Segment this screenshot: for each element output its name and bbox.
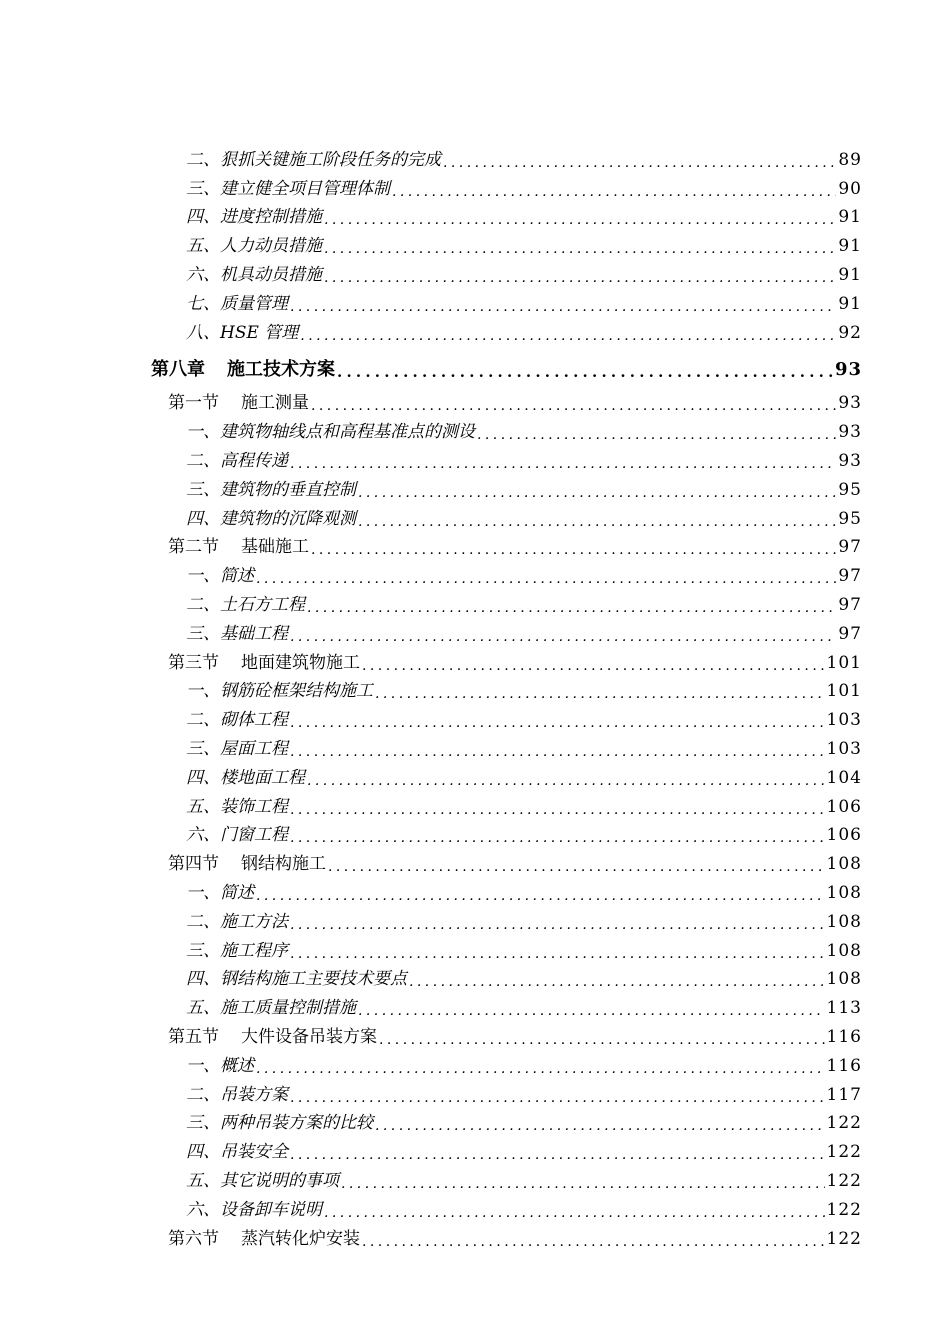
toc-dot-leader: [358, 484, 836, 501]
toc-entry-number: 七、: [186, 293, 220, 314]
toc-entry-title: 进度控制措施: [220, 207, 322, 228]
toc-page-number: 122: [826, 1142, 862, 1163]
toc-entry-number: 三、: [186, 178, 220, 199]
toc-item-entry[interactable]: [0, 966, 950, 995]
toc-item-entry[interactable]: [0, 908, 950, 937]
toc-entry-number: 五、: [186, 796, 220, 817]
toc-item-entry[interactable]: [0, 261, 950, 290]
toc-page-number: 91: [838, 293, 862, 314]
toc-entry-title: 屋面工程: [220, 739, 288, 760]
toc-item-entry[interactable]: [0, 1110, 950, 1139]
toc-entry-label: [168, 395, 309, 412]
toc-entry-title: 简述: [220, 883, 254, 904]
toc-entry-title: 钢筋砼框架结构施工: [220, 681, 373, 702]
toc-page-number: 108: [826, 883, 862, 904]
toc-item-entry[interactable]: [0, 319, 950, 348]
toc-entry-number: 六、: [186, 265, 220, 286]
toc-entry-label: [186, 1055, 254, 1076]
toc-item-entry[interactable]: [0, 476, 950, 505]
toc-section-entry[interactable]: [0, 850, 950, 879]
toc-entry-label: [186, 568, 254, 585]
toc-page-number: 93: [838, 422, 862, 443]
toc-dot-leader: [290, 714, 825, 731]
toc-entry-number: 三、: [186, 940, 220, 961]
toc-page-number: 122: [826, 1170, 862, 1191]
toc-item-entry[interactable]: [0, 706, 950, 735]
toc-page-number: 97: [838, 623, 862, 644]
toc-entry-number: 四、: [186, 767, 220, 788]
toc-entry-label: [186, 453, 288, 470]
toc-entry-number: 一、: [186, 883, 220, 904]
toc-entry-title: 大件设备吊装方案: [241, 1027, 377, 1047]
toc-entry-number: 五、: [186, 998, 220, 1019]
toc-dot-leader: [290, 628, 836, 645]
toc-chapter-entry[interactable]: [0, 352, 950, 388]
toc-entry-label: [186, 827, 288, 844]
toc-dot-leader: [311, 397, 836, 414]
toc-section-entry[interactable]: [0, 649, 950, 678]
toc-item-entry[interactable]: [0, 735, 950, 764]
toc-entry-number: 第一节: [168, 393, 219, 414]
toc-page-number: 101: [826, 681, 862, 702]
toc-entry-title: 钢结构施工主要技术要点: [220, 969, 407, 990]
toc-dot-leader: [443, 154, 836, 171]
toc-entry-number: 第四节: [168, 854, 219, 875]
toc-page-number: 95: [838, 508, 862, 529]
toc-entry-title: 吊装方案: [220, 1084, 288, 1105]
toc-entry-number: 二、: [186, 149, 220, 170]
toc-entry-number: 四、: [186, 1142, 220, 1163]
toc-page-number: 91: [838, 236, 862, 257]
toc-dot-leader: [324, 269, 836, 286]
toc-entry-title: 地面建筑物施工: [241, 652, 360, 673]
toc-item-entry[interactable]: [0, 204, 950, 233]
toc-entry-title: 狠抓关键施工阶段任务的完成: [220, 149, 441, 170]
toc-entry-title: 两种吊装方案的比较: [220, 1113, 373, 1134]
toc-page-number: 97: [838, 566, 862, 587]
toc-entry-number: 四、: [186, 508, 220, 529]
toc-entry-title: 建筑物轴线点和高程基准点的测设: [220, 422, 475, 443]
toc-entry-label: [186, 238, 322, 255]
toc-entry-title: 施工程序: [220, 940, 288, 961]
toc-page-number: 103: [826, 739, 862, 760]
toc-item-entry[interactable]: [0, 764, 950, 793]
toc-entry-label: [186, 1115, 373, 1132]
toc-page-number: 108: [826, 940, 862, 961]
toc-page-number: 91: [838, 207, 862, 228]
toc-entry-title: 吊装安全: [220, 1142, 288, 1163]
toc-item-entry[interactable]: [0, 678, 950, 707]
toc-page-number: 108: [826, 911, 862, 932]
toc-item-entry[interactable]: [0, 937, 950, 966]
toc-entry-number: 三、: [186, 623, 220, 644]
toc-entry-title: 钢结构施工: [241, 854, 326, 875]
toc-entry-label: [186, 623, 288, 644]
toc-dot-leader: [375, 685, 825, 702]
toc-entry-label: [186, 971, 407, 988]
toc-item-entry[interactable]: [0, 418, 950, 447]
toc-entry-title: 建立健全项目管理体制: [220, 178, 390, 199]
toc-page-number: 116: [826, 1055, 862, 1076]
toc-entry-number: 三、: [186, 739, 220, 760]
toc-entry-label: [186, 1199, 322, 1220]
toc-entry-number: 第六节: [168, 1228, 219, 1249]
toc-entry-label: [168, 652, 360, 673]
toc-entry-number: 第八章: [151, 358, 205, 380]
toc-entry-label: [186, 712, 288, 729]
toc-page-number: 104: [826, 767, 862, 788]
toc-entry-number: 二、: [186, 451, 220, 472]
toc-page-number: 97: [838, 595, 862, 616]
toc-entry-title: 蒸汽转化炉安装: [241, 1228, 360, 1249]
toc-entry-number: 一、: [186, 422, 220, 443]
toc-page-number: 103: [826, 710, 862, 731]
toc-entry-number: 三、: [186, 479, 220, 500]
toc-item-entry[interactable]: [0, 505, 950, 534]
toc-entry-title: 施工测量: [241, 393, 309, 414]
toc-dot-leader: [375, 1117, 825, 1134]
toc-entry-label: [186, 293, 288, 314]
toc-entry-number: 二、: [186, 710, 220, 731]
toc-entry-title: 质量管理: [220, 293, 288, 314]
toc-entry-number: 六、: [186, 1199, 220, 1220]
toc-page-number: 97: [838, 537, 862, 558]
toc-dot-leader: [290, 298, 836, 315]
toc-entry-label: [186, 683, 373, 700]
toc-entry-title: 基础工程: [220, 623, 288, 644]
toc-entry-label: [186, 209, 322, 226]
toc-entry-number: 一、: [186, 1055, 220, 1076]
toc-page-number: 122: [826, 1113, 862, 1134]
toc-dot-leader: [392, 183, 836, 200]
toc-dot-leader: [324, 211, 836, 228]
toc-entry-number: 四、: [186, 969, 220, 990]
toc-dot-leader: [290, 916, 825, 933]
toc-entry-number: 第五节: [168, 1027, 219, 1047]
toc-page-number: 116: [826, 1027, 862, 1047]
toc-dot-leader: [290, 1089, 825, 1106]
toc-entry-label: [186, 796, 288, 817]
toc-entry-title: 概述: [220, 1055, 254, 1076]
toc-entry-label: [186, 267, 322, 284]
toc-entry-label: [151, 358, 335, 380]
toc-dot-leader: [358, 1002, 825, 1019]
toc-entry-label: [168, 539, 309, 556]
toc-item-entry[interactable]: [0, 994, 950, 1023]
toc-entry-title: 建筑物的沉降观测: [220, 508, 356, 529]
toc-entry-number: 四、: [186, 207, 220, 228]
toc-dot-leader: [328, 858, 825, 875]
toc-item-entry[interactable]: [0, 562, 950, 591]
toc-entry-number: 六、: [186, 825, 220, 846]
toc-entry-label: [186, 178, 390, 199]
toc-page-number: 101: [826, 652, 862, 673]
toc-entry-number: 五、: [186, 1170, 220, 1191]
toc-entry-title: 装饰工程: [220, 796, 288, 817]
toc-dot-leader: [290, 743, 825, 760]
toc-page-number: 92: [838, 322, 862, 343]
toc-item-entry[interactable]: [0, 1081, 950, 1110]
toc-entry-number: 二、: [186, 1084, 220, 1105]
toc-section-entry[interactable]: [0, 1023, 950, 1052]
toc-entry-label: [168, 1228, 360, 1249]
toc-dot-leader: [337, 363, 833, 381]
toc-page-number: 108: [826, 969, 862, 990]
toc-page-number: 93: [834, 358, 862, 380]
toc-entry-title: 施工方法: [220, 911, 288, 932]
toc-entry-number: 第二节: [168, 537, 219, 558]
toc-page-number: 113: [826, 998, 862, 1019]
toc-entry-title: 简述: [220, 566, 254, 587]
toc-item-entry[interactable]: [0, 146, 950, 175]
toc-dot-leader: [290, 945, 825, 962]
toc-item-entry[interactable]: [0, 232, 950, 261]
toc-dot-leader: [477, 426, 836, 443]
toc-dot-leader: [324, 240, 836, 257]
toc-item-entry[interactable]: [0, 793, 950, 822]
toc-entry-title: 施工质量控制措施: [220, 998, 356, 1019]
toc-dot-leader: [256, 887, 825, 904]
toc-section-entry[interactable]: [0, 1225, 950, 1254]
toc-entry-number: 一、: [186, 566, 220, 587]
toc-entry-title: 机具动员措施: [220, 265, 322, 286]
toc-entry-label: [186, 479, 356, 500]
toc-entry-label: [168, 856, 326, 873]
toc-dot-leader: [324, 1204, 825, 1221]
toc-dot-leader: [307, 599, 836, 616]
toc-item-entry[interactable]: [0, 1196, 950, 1225]
toc-entry-label: [186, 1084, 288, 1105]
toc-entry-title: HSE 管理: [220, 322, 299, 343]
toc-dot-leader: [362, 657, 825, 674]
toc-page-number: 117: [826, 1084, 862, 1105]
toc-entry-number: 五、: [186, 236, 220, 257]
toc-entry-number: 二、: [186, 595, 220, 616]
toc-page-number: 93: [838, 451, 862, 472]
toc-entry-label: [186, 940, 288, 961]
toc-entry-title: 人力动员措施: [220, 236, 322, 257]
toc-entry-title: 砌体工程: [220, 710, 288, 731]
toc-entry-label: [186, 767, 305, 788]
toc-item-entry[interactable]: [0, 290, 950, 319]
toc-item-entry[interactable]: [0, 822, 950, 851]
toc-item-entry[interactable]: [0, 1138, 950, 1167]
toc-entry-label: [186, 1144, 288, 1161]
toc-entry-number: 第三节: [168, 652, 219, 673]
toc-entry-title: 楼地面工程: [220, 767, 305, 788]
toc-page-number: 122: [826, 1228, 862, 1249]
toc-item-entry[interactable]: [0, 1052, 950, 1081]
toc-item-entry[interactable]: [0, 591, 950, 620]
toc-dot-leader: [290, 1146, 825, 1163]
toc-entry-label: [186, 741, 288, 758]
toc-page-number: 91: [838, 265, 862, 286]
toc-entry-title: 建筑物的垂直控制: [220, 479, 356, 500]
toc-page-number: 122: [826, 1199, 862, 1220]
toc-entry-label: [186, 424, 475, 441]
toc-page-number: 106: [826, 796, 862, 817]
toc-entry-number: 一、: [186, 681, 220, 702]
toc-dot-leader: [300, 327, 836, 344]
toc-entry-label: [168, 1029, 377, 1046]
toc-entry-label: [186, 149, 441, 170]
toc-page-number: 106: [826, 825, 862, 846]
toc-dot-leader: [290, 801, 825, 818]
toc-entry-label: [186, 322, 299, 343]
toc-entry-number: 二、: [186, 911, 220, 932]
toc-entry-title: 其它说明的事项: [220, 1170, 339, 1191]
toc-dot-leader: [362, 1233, 825, 1250]
toc-item-entry[interactable]: [0, 620, 950, 649]
toc-page-number: 90: [838, 178, 862, 199]
toc-dot-leader: [311, 541, 836, 558]
toc-section-entry[interactable]: [0, 534, 950, 563]
toc-item-entry[interactable]: [0, 175, 950, 204]
toc-entry-title: 设备卸车说明: [220, 1199, 322, 1220]
toc-dot-leader: [307, 772, 825, 789]
toc-item-entry[interactable]: [0, 447, 950, 476]
toc-dot-leader: [290, 829, 825, 846]
toc-dot-leader: [290, 455, 836, 472]
toc-page-number: 108: [826, 854, 862, 875]
toc-dot-leader: [256, 1060, 825, 1077]
toc-entry-label: [186, 885, 254, 902]
table-of-contents: [0, 146, 950, 1253]
toc-dot-leader: [379, 1031, 825, 1048]
toc-entry-title: 基础施工: [241, 537, 309, 558]
toc-entry-label: [186, 1170, 339, 1191]
toc-page-number: 95: [838, 479, 862, 500]
toc-page-number: 89: [838, 149, 862, 170]
toc-section-entry[interactable]: [0, 390, 950, 419]
toc-entry-title: 土石方工程: [220, 595, 305, 616]
toc-entry-number: 三、: [186, 1113, 220, 1134]
toc-entry-label: [186, 597, 305, 614]
toc-entry-label: [186, 508, 356, 529]
toc-item-entry[interactable]: [0, 1167, 950, 1196]
toc-item-entry[interactable]: [0, 879, 950, 908]
toc-entry-title: 施工技术方案: [227, 358, 335, 380]
toc-dot-leader: [409, 973, 825, 990]
toc-entry-title: 门窗工程: [220, 825, 288, 846]
toc-entry-label: [186, 911, 288, 932]
toc-dot-leader: [256, 570, 836, 587]
toc-entry-title: 高程传递: [220, 451, 288, 472]
toc-page-number: 93: [838, 393, 862, 414]
toc-entry-number: 八、: [186, 322, 220, 343]
toc-dot-leader: [341, 1175, 825, 1192]
toc-entry-label: [186, 1000, 356, 1017]
toc-dot-leader: [358, 513, 836, 530]
